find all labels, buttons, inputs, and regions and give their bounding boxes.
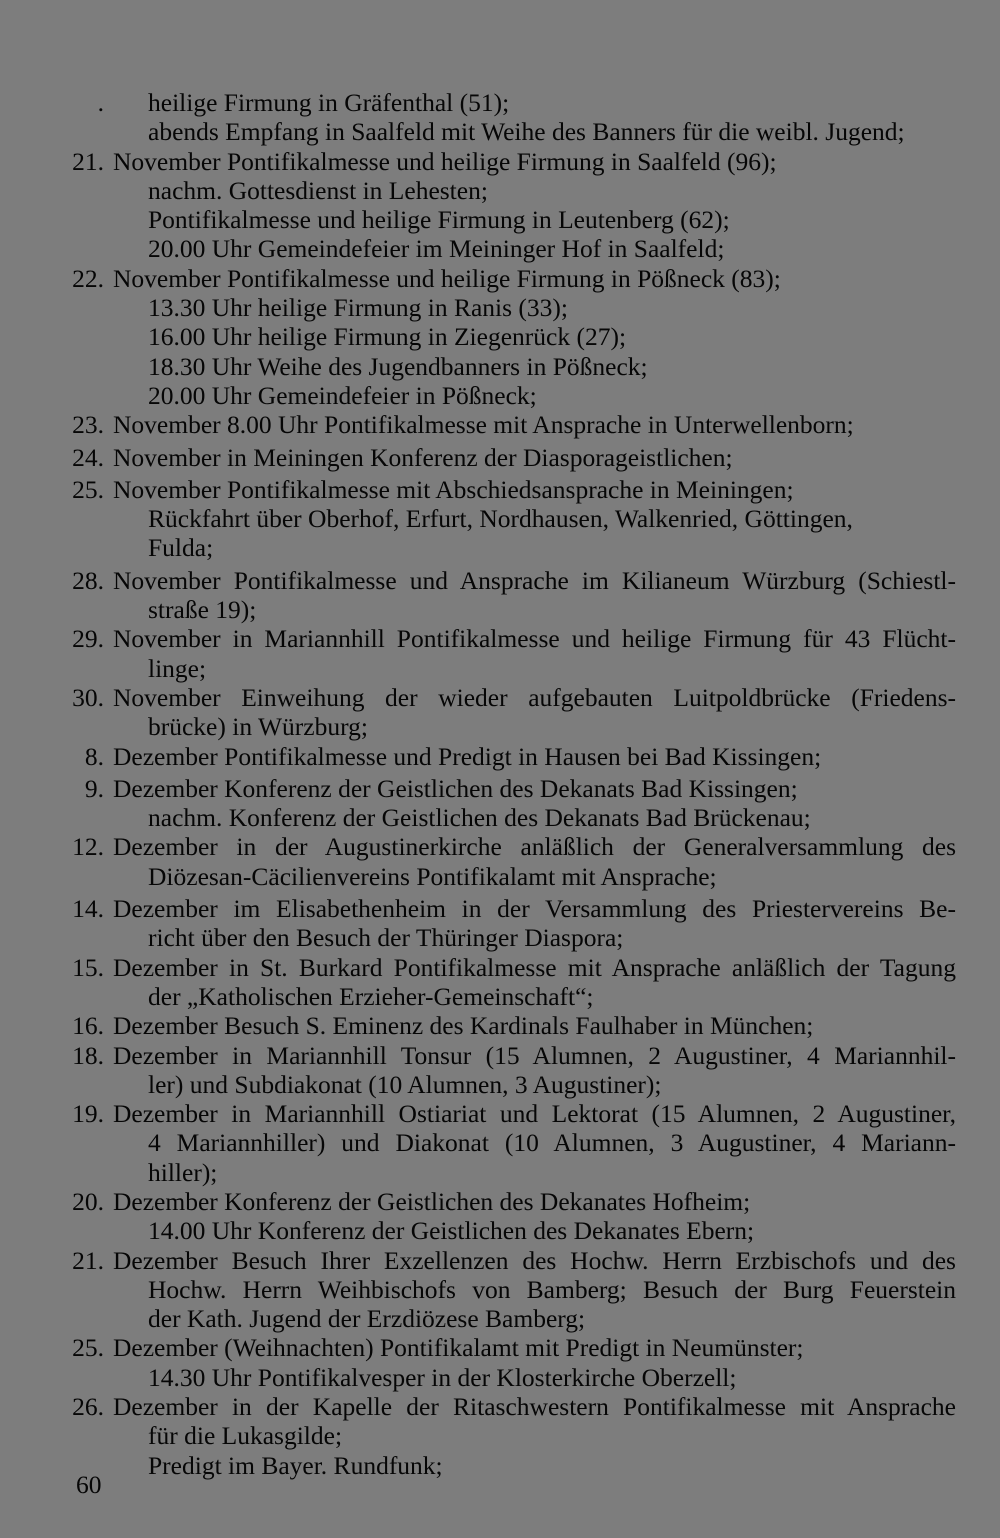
entry-day-number: 9.	[84, 773, 104, 803]
entry-text: Dezember in St. Burkard Pontifikalmesse mit Ansprache anläßlich der Tagung	[113, 952, 956, 982]
entry-text: 14.30 Uhr Pontifikalvesper in der Klosterkirche Oberzell;	[148, 1362, 737, 1392]
entry-day-number: 24.	[72, 442, 104, 472]
entry-continuation-line	[0, 1275, 1000, 1304]
entry-line	[0, 1011, 1000, 1040]
entry-text: Fulda;	[148, 533, 214, 563]
entry-text: Dezember (Weihnachten) Pontifikalamt mit Predigt in Neumünster;	[113, 1333, 804, 1363]
entry-continuation-line	[0, 88, 1000, 117]
entry-text: Rückfahrt über Oberhof, Erfurt, Nordhausen, Walkenried, Göttingen,	[148, 504, 853, 534]
entry-day-number: 28.	[72, 565, 104, 595]
entry-text: 20.00 Uhr Gemeindefeier im Meininger Hof in Saalfeld;	[148, 234, 725, 264]
entry-line	[0, 443, 1000, 472]
entry-continuation-line	[0, 1304, 1000, 1333]
entry-line	[0, 742, 1000, 771]
entry-text: Hochw. Herrn Weihbischofs von Bamberg; Besuch der Burg Feuerstein	[148, 1274, 956, 1304]
entry-day-number: 18.	[72, 1040, 104, 1070]
entry-text: Dezember in Mariannhill Tonsur (15 Alumnen, 2 Augustiner, 4 Mariannhil-	[113, 1040, 956, 1070]
entry-line	[0, 147, 1000, 176]
entry-text: Diözesan-Cäcilienvereins Pontifikalamt mit Ansprache;	[148, 861, 717, 891]
entry-text: Dezember Besuch Ihrer Exzellenzen des Hochw. Herrn Erzbischofs und des	[113, 1245, 956, 1275]
entry-line	[0, 1041, 1000, 1070]
entry-continuation-line	[0, 117, 1000, 146]
entry-text: brücke) in Würzburg;	[148, 712, 368, 742]
entry-text: richt über den Besuch der Thüringer Diaspora;	[148, 923, 624, 953]
entry-continuation-line	[0, 533, 1000, 562]
entry-text: 14.00 Uhr Konferenz der Geistlichen des Dekanates Ebern;	[148, 1216, 755, 1246]
entry-text: November Einweihung der wieder aufgebauten Luitpoldbrücke (Friedens-	[113, 682, 956, 712]
entry-day-number: 12.	[72, 832, 104, 862]
entry-text: der Kath. Jugend der Erzdiözese Bamberg;	[148, 1304, 586, 1334]
entry-day-number: 29.	[72, 624, 104, 654]
entry-continuation-line	[0, 1216, 1000, 1245]
entry-text: 13.30 Uhr heilige Firmung in Ranis (33);	[148, 293, 569, 323]
entry-continuation-line	[0, 352, 1000, 381]
entry-continuation-line	[0, 1421, 1000, 1450]
entry-day-number: 16.	[72, 1011, 104, 1041]
entry-text: Dezember im Elisabethenheim in der Versammlung des Priestervereins Be-	[113, 894, 956, 924]
entry-line	[0, 1392, 1000, 1421]
entry-text: November Pontifikalmesse und heilige Firmung in Saalfeld (96);	[113, 146, 777, 176]
entry-continuation-line	[0, 982, 1000, 1011]
entry-day-number: 20.	[72, 1186, 104, 1216]
entry-text: heilige Firmung in Gräfenthal (51);	[148, 88, 510, 117]
entry-line	[0, 264, 1000, 293]
entry-text: hiller);	[148, 1157, 218, 1187]
page-number: 60	[76, 1470, 102, 1499]
entry-text: für die Lukasgilde;	[148, 1421, 343, 1451]
entry-line	[0, 1099, 1000, 1128]
entry-text: nachm. Konferenz der Geistlichen des Dekanats Bad Brückenau;	[148, 803, 811, 833]
entry-day-number: 19.	[72, 1099, 104, 1129]
entry-text: der „Katholischen Erzieher-Gemeinschaft“;	[148, 981, 594, 1011]
entry-line	[0, 683, 1000, 712]
entry-continuation-line	[0, 1070, 1000, 1099]
entry-text: Dezember Besuch S. Eminenz des Kardinals Faulhaber in München;	[113, 1011, 814, 1041]
entry-continuation-line	[0, 1363, 1000, 1392]
entry-text: 4 Mariannhiller) und Diakonat (10 Alumnen, 3 Augustiner, 4 Mariann-	[148, 1128, 956, 1158]
entry-text: abends Empfang in Saalfeld mit Weihe des Banners für die weibl. Jugend;	[148, 117, 905, 147]
entry-continuation-line	[0, 293, 1000, 322]
entry-continuation-line	[0, 504, 1000, 533]
entry-line	[0, 475, 1000, 504]
entry-text: ler) und Subdiakonat (10 Alumnen, 3 Augustiner);	[148, 1069, 662, 1099]
entry-continuation-line	[0, 654, 1000, 683]
entry-day-number: 14.	[72, 894, 104, 924]
entry-line	[0, 624, 1000, 653]
entry-text: Dezember in der Kapelle der Ritaschwestern Pontifikalmesse mit Ansprache	[113, 1392, 956, 1422]
entry-line	[0, 410, 1000, 439]
entry-text: Dezember Konferenz der Geistlichen des Dekanates Hofheim;	[113, 1186, 751, 1216]
entry-text: November Pontifikalmesse und heilige Firmung in Pößneck (83);	[113, 263, 781, 293]
entry-text: 20.00 Uhr Gemeindefeier in Pößneck;	[148, 380, 537, 410]
entry-continuation-line	[0, 234, 1000, 263]
entry-text: linge;	[148, 653, 207, 683]
entry-text: straße 19);	[148, 595, 257, 625]
entry-day-number: 8.	[84, 741, 104, 771]
entry-line	[0, 774, 1000, 803]
entry-line	[0, 1246, 1000, 1275]
entry-continuation-line	[0, 1128, 1000, 1157]
entry-continuation-line	[0, 712, 1000, 741]
entry-day-number: 15.	[72, 952, 104, 982]
entry-continuation-line	[0, 1158, 1000, 1187]
chronicle-entries	[0, 88, 1000, 1480]
entry-text: nachm. Gottesdienst in Lehesten;	[148, 175, 488, 205]
entry-day-number: 21.	[72, 1245, 104, 1275]
entry-text: November in Mariannhill Pontifikalmesse und heilige Firmung für 43 Flücht-	[113, 624, 956, 654]
entry-continuation-line	[0, 176, 1000, 205]
entry-continuation-line	[0, 595, 1000, 624]
entry-text: November Pontifikalmesse mit Abschiedsansprache in Meiningen;	[113, 474, 794, 504]
entry-day-number: 23.	[72, 410, 104, 440]
entry-continuation-line	[0, 803, 1000, 832]
entry-text: November Pontifikalmesse und Ansprache im Kilianeum Würzburg (Schiestl-	[113, 565, 956, 595]
entry-line	[0, 953, 1000, 982]
entry-day-number: 21.	[72, 146, 104, 176]
entry-text: November 8.00 Uhr Pontifikalmesse mit Ansprache in Unterwellenborn;	[113, 410, 854, 440]
entry-text: Dezember in der Augustinerkirche anläßlich der Generalversammlung des	[113, 832, 956, 862]
entry-line	[0, 1333, 1000, 1362]
entry-line	[0, 832, 1000, 861]
entry-text: 16.00 Uhr heilige Firmung in Ziegenrück (27);	[148, 322, 627, 352]
entry-day-number: .	[97, 88, 104, 117]
entry-text: November in Meiningen Konferenz der Diasporageistlichen;	[113, 442, 733, 472]
entry-day-number: 22.	[72, 263, 104, 293]
entry-continuation-line	[0, 322, 1000, 351]
entry-day-number: 26.	[72, 1392, 104, 1422]
entry-continuation-line	[0, 205, 1000, 234]
entry-continuation-line	[0, 1451, 1000, 1480]
entry-text: Predigt im Bayer. Rundfunk;	[148, 1450, 443, 1480]
entry-continuation-line	[0, 923, 1000, 952]
entry-text: Dezember Pontifikalmesse und Predigt in Hausen bei Bad Kissingen;	[113, 741, 822, 771]
entry-line	[0, 894, 1000, 923]
entry-text: Pontifikalmesse und heilige Firmung in Leutenberg (62);	[148, 205, 730, 235]
entry-day-number: 25.	[72, 474, 104, 504]
entry-continuation-line	[0, 381, 1000, 410]
entry-text: 18.30 Uhr Weihe des Jugendbanners in Pößneck;	[148, 351, 648, 381]
entry-line	[0, 1187, 1000, 1216]
entry-text: Dezember in Mariannhill Ostiariat und Lektorat (15 Alumnen, 2 Augustiner,	[113, 1099, 956, 1129]
entry-continuation-line	[0, 862, 1000, 891]
entry-line	[0, 566, 1000, 595]
entry-day-number: 25.	[72, 1333, 104, 1363]
entry-day-number: 30.	[72, 682, 104, 712]
entry-text: Dezember Konferenz der Geistlichen des Dekanats Bad Kissingen;	[113, 773, 798, 803]
